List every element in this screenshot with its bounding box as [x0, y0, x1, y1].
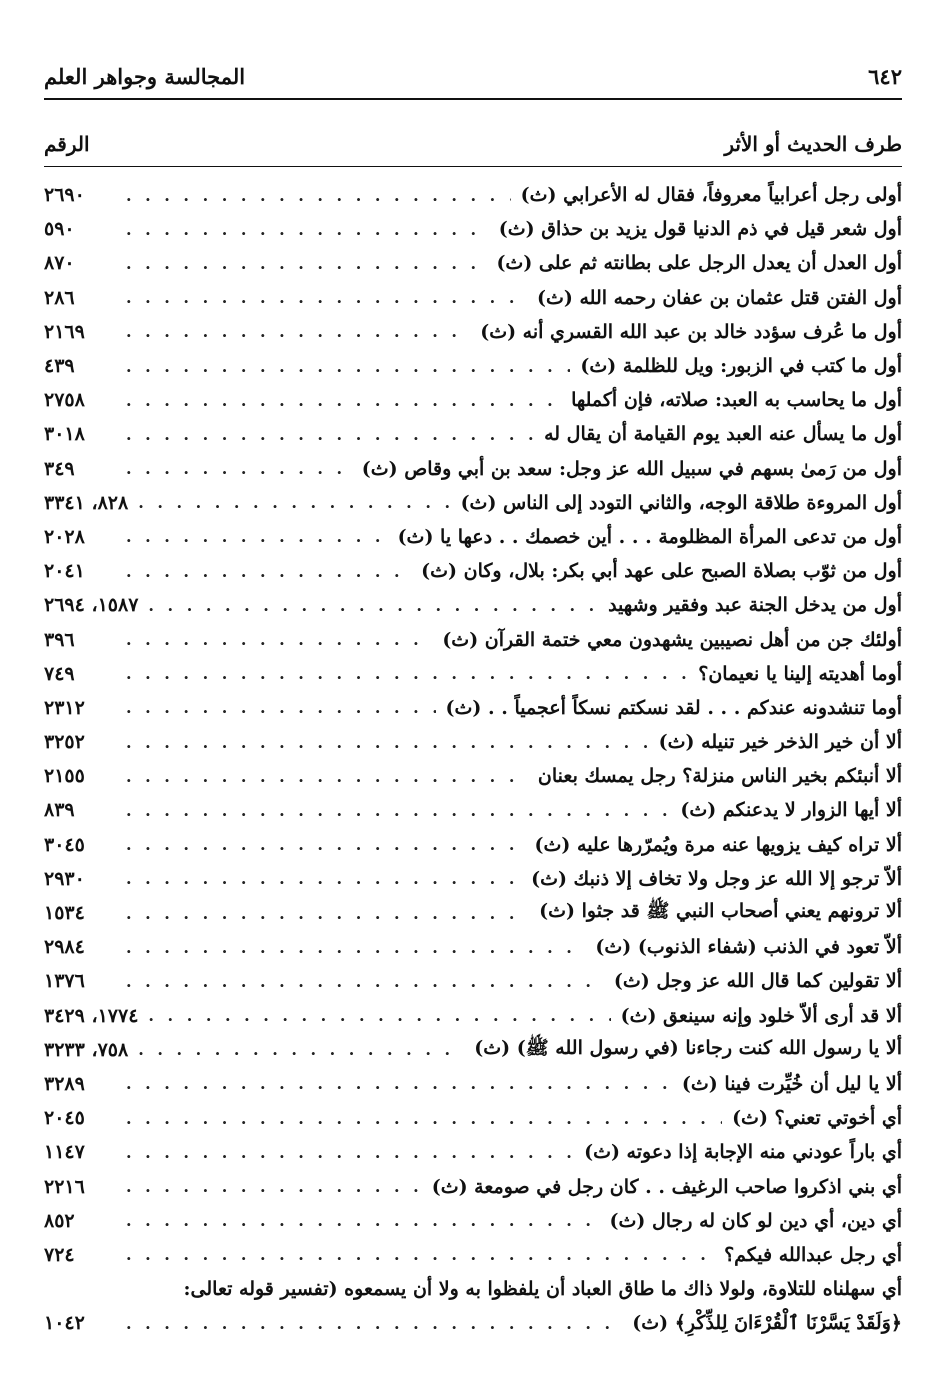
dot-leader — [126, 288, 527, 307]
index-entry — [44, 588, 902, 622]
entry-number: ٢١٥٥ — [44, 765, 85, 788]
entry-number: ٢٢١٦ — [44, 1175, 85, 1198]
dot-leader — [126, 425, 534, 444]
index-entry — [44, 383, 902, 417]
index-entry — [44, 178, 902, 212]
dot-leader — [126, 698, 436, 717]
header-rule — [44, 98, 902, 100]
entry-number: ٨٥٢ — [44, 1209, 75, 1232]
dot-leader — [126, 733, 649, 752]
entry-number: ٢٦٩٠ — [44, 184, 85, 207]
entry-text: ﴿وَلَقَدْ يَسَّرْنَا ٱلْقُرْءَانَ لِلذِّكْرِ﴾ (ث) — [632, 1312, 902, 1335]
column-headers — [44, 128, 902, 160]
entry-text: أي أخوتي تعني؟ (ث) — [732, 1107, 902, 1130]
entry-text: أول ما يسأل عنه العبد يوم القيامة أن يقال له — [544, 423, 902, 446]
entry-number: ٧٥٨، ٣٢٣٣ — [44, 1038, 129, 1061]
index-entry — [44, 1067, 902, 1101]
dot-leader — [126, 1177, 422, 1196]
entry-number: ١٥٨٧، ٢٦٩٤ — [44, 594, 139, 617]
entry-number: ٣٩٦ — [44, 628, 75, 651]
entry-number: ٨٢٨، ٣٣٤١ — [44, 491, 129, 514]
dot-leader — [126, 630, 432, 649]
index-entry — [44, 622, 902, 656]
entry-number: ٣٤٩ — [44, 457, 75, 480]
entry-number: ٣٢٥٢ — [44, 731, 85, 754]
entry-text: أول ما كتب في الزبور: ويل للظلمة (ث) — [580, 355, 902, 378]
entry-text: أي بني اذكروا صاحب الرغيف . . كان رجل في صومعة (ث) — [431, 1175, 902, 1198]
entry-number: ٢٩٣٠ — [44, 867, 85, 890]
entry-text: أول الفتن قتل عثمان بن عفان رحمه الله (ث) — [537, 286, 902, 309]
entry-number: ٢٠٤٥ — [44, 1107, 85, 1130]
running-header — [44, 60, 902, 92]
entry-text: أول ما عُرف سؤدد خالد بن عبد الله القسري أنه (ث) — [480, 320, 902, 343]
dot-leader — [126, 459, 352, 478]
entry-number: ٢٧٥٨ — [44, 389, 85, 412]
entry-text: ألاّ ترجو إلا الله عز وجل ولا تخاف إلا ذنبك (ث) — [531, 867, 902, 890]
entry-number: ٢٩٨٤ — [44, 936, 85, 959]
dot-leader — [126, 1143, 574, 1162]
entry-text: ألا أيها الزوار لا يدعنكم (ث) — [680, 799, 902, 822]
dot-leader — [126, 220, 489, 239]
index-entry — [44, 691, 902, 725]
index-entry — [44, 930, 902, 964]
entry-text: أول من تدعى المرأة المظلومة . . . أين خصمك . . دعها يا (ث) — [397, 525, 902, 548]
index-entry — [44, 725, 902, 759]
index-entry-line2 — [44, 1306, 902, 1340]
index-entry — [44, 417, 902, 451]
entry-text: أول العدل أن يعدل الرجل على بطانته ثم على (ث) — [496, 252, 902, 275]
entry-text: أولى رجل أعرابياً معروفاً، فقال له الأعرابي (ث) — [520, 184, 902, 207]
entry-number: ٣٢٨٩ — [44, 1072, 85, 1095]
index-entry — [44, 554, 902, 588]
index-entry — [44, 1101, 902, 1135]
index-entry — [44, 759, 902, 793]
entry-text: أوما تنشدونه عندكم . . . لقد نسكتم نسكاً أعجمياً . . (ث) — [445, 696, 902, 719]
page-number: ٦٤٢ — [868, 63, 902, 89]
dot-leader — [126, 869, 521, 888]
dot-leader — [126, 1074, 672, 1093]
entry-text: أي سهلناه للتلاوة، ولولا ذاك ما طاق العباد أن يلفظوا به ولا أن يسمعوه (تفسير قوله تعالى: — [183, 1278, 902, 1301]
entry-number: ٣٠١٨ — [44, 423, 85, 446]
entry-number: ٢٣١٢ — [44, 696, 85, 719]
entry-number: ١٥٣٤ — [44, 902, 85, 925]
dot-leader — [126, 391, 561, 410]
index-entry — [44, 349, 902, 383]
entry-text: ألاّ تعود في الذنب (شفاء الذنوب) (ث) — [595, 936, 902, 959]
entry-text: ألا ترونهم يعني أصحاب النبي ﷺ قد جثوا (ث) — [539, 900, 902, 923]
index-entry — [44, 896, 902, 930]
dot-leader — [126, 1211, 599, 1230]
entry-number: ٨٧٠ — [44, 252, 75, 275]
index-entry — [44, 793, 902, 827]
entry-text: أولئك جن من أهل نصيبين يشهدون معي ختمة القرآن (ث) — [442, 628, 902, 651]
entry-number: ٣٠٤٥ — [44, 833, 85, 856]
entry-number: ٧٤٩ — [44, 662, 75, 685]
index-entries — [44, 178, 902, 1340]
index-entry — [44, 1169, 902, 1203]
index-entry — [44, 1238, 902, 1272]
dot-leader — [126, 801, 670, 820]
index-entry — [44, 657, 902, 691]
entry-text: ألا تراه كيف يزويها عنه مرة ويُمرّرها عليه (ث) — [534, 833, 902, 856]
index-entry — [44, 452, 902, 486]
entry-number: ٢٠٤١ — [44, 560, 85, 583]
entry-number: ١٧٧٤، ٣٤٢٩ — [44, 1004, 139, 1027]
index-entry — [44, 828, 902, 862]
index-entry — [44, 486, 902, 520]
entry-number: ١١٤٧ — [44, 1141, 85, 1164]
dot-leader — [126, 1109, 722, 1128]
dot-leader — [138, 1040, 464, 1059]
dot-leader — [148, 596, 598, 615]
index-entry — [44, 246, 902, 280]
book-title: المجالسة وجواهر العلم — [44, 63, 246, 89]
index-entry — [44, 1135, 902, 1169]
entry-number: ٨٣٩ — [44, 799, 75, 822]
dot-leader — [126, 1314, 622, 1333]
dot-leader — [126, 562, 411, 581]
entry-number: ٢١٦٩ — [44, 320, 85, 343]
entry-text: أول من رَمىٰ بسهم في سبيل الله عز وجل: سعد بن أبي وقاص (ث) — [361, 457, 902, 480]
entry-text: أول ما يحاسب به العبد: صلاته، فإن أكملها — [571, 389, 902, 412]
entry-number: ٤٣٩ — [44, 355, 75, 378]
entry-text: ألا أن خير الذخر خير تنيله (ث) — [658, 731, 902, 754]
dot-leader — [126, 357, 570, 376]
entry-text: ألا قد أرى ألاّ خلود وإنه سينعق (ث) — [620, 1004, 902, 1027]
entry-text: أي باراً عودني منه الإجابة إذا دعوته (ث) — [584, 1141, 902, 1164]
entry-text: أول من ثوّب بصلاة الصبح على عهد أبي بكر: بلال، وكان (ث) — [421, 560, 902, 583]
column-header-first: طرف الحديث أو الأثر — [724, 132, 902, 156]
index-entry — [44, 1204, 902, 1238]
entry-text: أول شعر قيل في ذم الدنيا قول يزيد بن حذاق (ث) — [498, 218, 902, 241]
index-entry — [44, 1033, 902, 1067]
entry-number: ٢٠٢٨ — [44, 525, 85, 548]
dot-leader — [126, 904, 529, 923]
dot-leader — [126, 527, 388, 546]
dot-leader — [126, 835, 525, 854]
index-entry — [44, 520, 902, 554]
entry-text: أي رجل عبدالله فيكم؟ — [724, 1243, 902, 1266]
index-entry — [44, 862, 902, 896]
dot-leader — [126, 767, 528, 786]
entry-number: ٧٢٤ — [44, 1243, 75, 1266]
dot-leader — [126, 938, 585, 957]
index-entry-line1 — [44, 1272, 902, 1306]
entry-text: أوما أهديته إلينا يا نعيمان؟ — [698, 662, 902, 685]
index-entry — [44, 315, 902, 349]
dot-leader — [126, 664, 688, 683]
entry-text: ألا تقولين كما قال الله عز وجل (ث) — [613, 970, 902, 993]
entry-number: ٢٨٦ — [44, 286, 75, 309]
dot-leader — [148, 1006, 610, 1025]
dot-leader — [126, 972, 604, 991]
entry-number: ٥٩٠ — [44, 218, 75, 241]
dot-leader — [126, 254, 486, 273]
column-header-number: الرقم — [44, 132, 90, 156]
dot-leader — [138, 493, 450, 512]
index-entry — [44, 999, 902, 1033]
entry-text: أول المروءة طلاقة الوجه، والثاني التودد إلى الناس (ث) — [460, 491, 902, 514]
entry-text: أول من يدخل الجنة عبد وفقير وشهيد — [608, 594, 902, 617]
column-header-rule — [44, 166, 902, 167]
entry-text: ألا يا رسول الله كنت رجاءنا (في رسول الله ﷺ) (ث) — [474, 1036, 902, 1059]
index-entry — [44, 212, 902, 246]
entry-number: ١٣٧٦ — [44, 970, 85, 993]
index-entry — [44, 964, 902, 998]
entry-number: ١٠٤٢ — [44, 1312, 85, 1335]
entry-text: أي دين، أي دين لو كان له رجال (ث) — [609, 1209, 902, 1232]
dot-leader — [126, 186, 511, 205]
dot-leader — [126, 322, 470, 341]
dot-leader — [126, 1245, 714, 1264]
entry-text: ألا يا ليل أن خُيِّرت فينا (ث) — [681, 1072, 902, 1095]
entry-text: ألا أنبئكم بخير الناس منزلة؟ رجل يمسك بعنان — [537, 765, 902, 788]
index-entry — [44, 281, 902, 315]
